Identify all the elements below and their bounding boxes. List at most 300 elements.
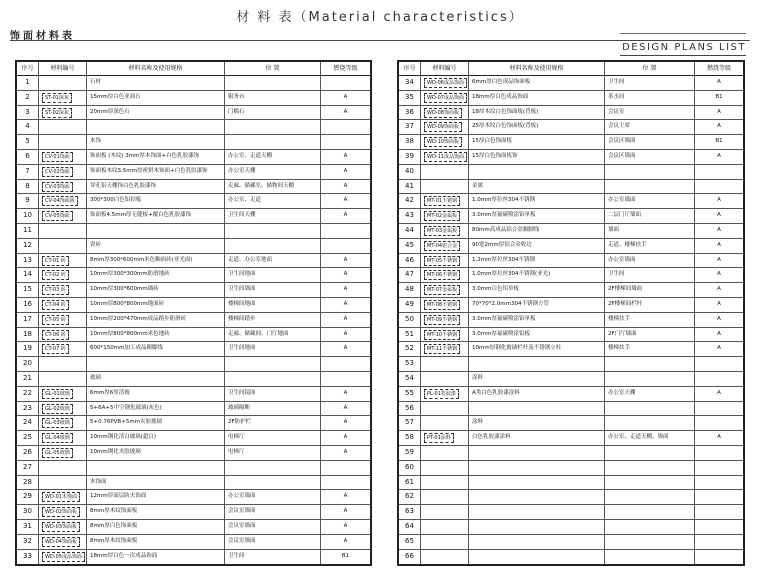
cell-no: 22 [17,387,39,401]
cell-no: 29 [17,490,39,504]
cell-position: 走廊、储藏室、储物间天棚 [225,180,321,194]
cell-no: 50 [399,313,421,327]
cell-code [421,194,469,208]
material-code: GL-01玻璃 [42,389,73,399]
material-code: CV-04饰面板 [42,196,78,206]
cell-fire: A [343,404,348,411]
cell-no: 36 [399,106,421,120]
cell-code [421,165,469,179]
cell-name: 10mm钢化夹胶玻璃 [87,446,225,460]
table-row [399,120,743,135]
cell-fire: A [343,389,348,396]
cell-fire [695,490,743,504]
material-code: CT-04 砖 [42,300,69,310]
cell-position: 办公室、走道天棚 [225,150,321,164]
header-no: 序号 [399,62,421,75]
table-row [17,298,370,313]
cell-fire: A [717,152,721,159]
table-row [399,313,743,328]
cell-fire: A [343,434,348,441]
cell-name: 15mm厚白色亚面石 [87,91,225,105]
cell-no: 23 [17,402,39,416]
cell-fire: A [343,152,348,159]
header-name: 材料名称及使用规格 [87,62,225,75]
cell-code [39,535,87,549]
cell-name: 10mm厚300*600mm墙砖 [87,283,225,297]
cell-code [421,372,469,386]
cell-fire: A [343,167,348,174]
cell-no: 4 [17,120,39,134]
cell-code [421,505,469,519]
table-row [17,357,370,372]
cell-name: 8mm厚木纹饰面板 [87,505,225,519]
cell-name: 3.0mm厚氟碳喷涂铝单板 [469,313,605,327]
cell-code [39,298,87,312]
cell-code [421,298,469,312]
cell-name: 瓷砖 [87,239,225,253]
table-row [17,342,370,357]
material-code: CV-01饰面 [42,152,73,162]
cell-no: 62 [399,490,421,504]
material-code: PT-01涂料 [424,433,454,443]
cell-position: 办公室天棚 [225,165,321,179]
cell-no: 42 [399,194,421,208]
cell-code [39,550,87,565]
cell-position: 2F楼梯间墙面 [605,283,695,297]
cell-fire: A [343,271,348,278]
cell-code [421,283,469,297]
cell-code [421,357,469,371]
material-code: MT-02金属板 [424,211,460,221]
cell-name: 木饰面 [87,476,225,490]
table-row [399,431,743,446]
table-row [17,550,370,565]
cell-no: 53 [399,357,421,371]
cell-name: 饰面板木纹3.5mm厚密拼木饰面+白色乳胶漆饰 [87,165,225,179]
cell-fire [695,476,743,490]
table-row [399,106,743,121]
cell-name: 18mm厚白色一次成品饰面 [87,550,225,565]
material-code: MT-03金属板 [424,226,460,236]
header-rule-bottom [620,55,746,56]
table-row [399,372,743,387]
cell-no: 24 [17,416,39,430]
cell-code [39,446,87,460]
cell-position: 走道、办公室地面 [225,254,321,268]
cell-fire [321,76,370,90]
cell-code [421,135,469,149]
cell-code [421,239,469,253]
table-row [399,446,743,461]
cell-code [421,106,469,120]
cell-name: 3.0mm厚氟碳喷涂铝板 [469,328,605,342]
material-code: CV-05饰面 [42,211,73,221]
table-row [399,180,743,195]
cell-fire [321,357,370,371]
cell-position [605,180,695,194]
cell-no: 54 [399,372,421,386]
cell-no: 8 [17,180,39,194]
material-code: MT-11不锈钢 [424,344,460,354]
cell-fire [321,135,370,149]
cell-position: 茶水间 [605,91,695,105]
cell-fire: A [343,448,348,455]
cell-position: 卫生间 [225,550,321,565]
cell-position [605,357,695,371]
cell-fire: A [717,79,721,85]
cell-name: 饰面板 (木纹) 3mm厚木饰面+白色乳胶漆饰 [87,150,225,164]
cell-name [469,461,605,475]
cell-no: 21 [17,372,39,386]
material-code: GL-02玻璃 [42,404,73,414]
material-code: MT-01不锈钢 [424,196,460,206]
cell-name [469,535,605,549]
cell-code [421,224,469,238]
cell-name: 15厚白色饰面板饰 [469,150,605,164]
table-row [399,535,743,550]
cell-fire [695,402,743,416]
table-row [399,505,743,520]
header-fire: 燃烧等级 [706,65,731,72]
cell-fire: A [717,108,721,115]
cell-fire [695,446,743,460]
table-row [17,254,370,269]
cell-code [39,313,87,327]
table-row [399,416,743,431]
cell-position [605,550,695,565]
table-header [17,62,370,76]
material-code: CT-06 砖 [42,330,69,340]
cell-position [605,505,695,519]
cell-code [39,416,87,430]
cell-position: 卫生间 [605,76,695,90]
cell-position [225,239,321,253]
material-code: PL-01乳胶漆 [424,389,459,399]
table-row [17,535,370,550]
cell-code [39,520,87,534]
cell-fire: A [343,212,348,219]
cell-name: 8mm厚木纹饰面板 [87,535,225,549]
header-no: 序号 [17,62,39,75]
header-name: 材料名称及使用规格 [469,62,605,75]
cell-no: 27 [17,461,39,475]
header-code: 材料编号 [39,62,87,75]
cell-fire: B1 [715,138,723,145]
cell-position: 办公室、走道 [225,194,321,208]
cell-fire: A [717,345,721,352]
cell-position [225,76,321,90]
cell-code [39,254,87,268]
table-row [17,135,370,150]
cell-code [39,387,87,401]
cell-code [421,76,469,90]
material-code: MT-09不锈钢 [424,315,460,325]
cell-no: 31 [17,520,39,534]
cell-position [605,165,695,179]
cell-no: 14 [17,268,39,282]
material-code: MT-04铝合金 [424,241,460,251]
cell-code [421,461,469,475]
cell-name: 12mm厚面层防火饰面 [87,490,225,504]
cell-fire: A [717,315,721,322]
cell-name [87,461,225,475]
cell-code [421,313,469,327]
page-subtitle: 饰面材料表 [10,31,75,42]
cell-position [605,416,695,430]
cell-name: 玻璃 [87,372,225,386]
cell-name: 20mm厚深色石 [87,106,225,120]
cell-fire [695,372,743,386]
cell-name: 80mm高成品铝合金踢脚线 [469,224,605,238]
cell-position: 会议室墙面 [225,505,321,519]
cell-no: 65 [399,535,421,549]
cell-no: 51 [399,328,421,342]
cell-no: 44 [399,224,421,238]
table-row [399,150,743,165]
cell-no: 52 [399,342,421,356]
cell-name: 饰面板4.5mm厚无缝板+覆白色乳胶漆饰 [87,209,225,223]
cell-fire: A [343,345,348,352]
table-header [399,62,743,76]
cell-position: 2F楼梯间栏杆 [605,298,695,312]
cell-no: 13 [17,254,39,268]
cell-name: 10mm厚钢化玻璃栏杆及不锈钢立柱 [469,342,605,356]
cell-position: 玻璃隔断 [225,402,321,416]
table-row [17,106,370,121]
cell-name: 8mm厚300*600mm米色釉面砖(亚光面) [87,254,225,268]
cell-no: 35 [399,91,421,105]
cell-fire: B1 [341,552,350,559]
cell-fire: A [717,300,721,307]
cell-no: 47 [399,268,421,282]
cell-no: 46 [399,254,421,268]
cell-name: 1.0mm厚拉丝304不锈钢 [469,194,605,208]
cell-code [39,91,87,105]
material-code: CT-03 砖 [42,285,69,295]
cell-position: 电梯厅 [225,446,321,460]
cell-fire [695,416,743,430]
cell-code [421,535,469,549]
cell-code [39,372,87,386]
cell-fire [321,120,370,134]
cell-position: 卫生间天棚 [225,209,321,223]
cell-fire: A [717,226,721,233]
cell-position: 会议主席 [605,120,695,134]
cell-position [605,535,695,549]
cell-position [605,520,695,534]
cell-no: 10 [17,209,39,223]
cell-position: 卫生间地面 [225,268,321,282]
table-row [17,76,370,91]
cell-fire [695,505,743,519]
cell-position: 卫生间地面 [225,342,321,356]
table-row [17,490,370,505]
cell-name: 600*150mm加工成品踢脚线 [87,342,225,356]
material-code: WD-11成品饰面 [424,152,467,162]
material-code: GL-04玻璃 [42,433,73,443]
cell-position: 办公室、走道天棚、墙面 [605,431,695,445]
cell-name [469,505,605,519]
table-row [17,120,370,135]
cell-name: 10mm钢化清白玻璃(超白) [87,431,225,445]
cell-name: 穿孔铝天棚饰白色乳胶漆饰 [87,180,225,194]
table-row [17,372,370,387]
table-row [399,342,743,357]
cell-position [605,490,695,504]
cell-fire: A [343,522,348,529]
cell-fire: A [343,300,348,307]
cell-code [421,328,469,342]
cell-position [605,461,695,475]
cell-code [39,268,87,282]
cell-code [421,402,469,416]
cell-fire [695,180,743,194]
cell-no: 11 [17,224,39,238]
table-row [399,490,743,505]
cell-no: 25 [17,431,39,445]
cell-code [421,490,469,504]
cell-code [39,76,87,90]
cell-position [225,461,321,475]
cell-no: 7 [17,165,39,179]
material-code: WD-10饰面板 [424,137,462,147]
material-code: MT-08不锈钢 [424,300,460,310]
cell-code [39,194,87,208]
material-table-right [397,60,745,566]
cell-no: 5 [17,135,39,149]
cell-position [605,446,695,460]
cell-code [39,209,87,223]
cell-no: 37 [399,120,421,134]
table-row [399,461,743,476]
cell-no: 32 [17,535,39,549]
table-row [17,520,370,535]
cell-fire: A [343,108,348,115]
cell-no: 15 [17,283,39,297]
cell-position: 2F门厅墙面 [605,328,695,342]
cell-name: 300*300白色铝扣板 [87,194,225,208]
table-row [399,254,743,269]
cell-no: 55 [399,387,421,401]
cell-position: 会议区墙面 [605,150,695,164]
cell-fire: A [343,197,348,204]
cell-no: 34 [399,76,421,90]
cell-fire: A [717,389,721,396]
cell-fire: A [717,271,721,278]
cell-code [39,135,87,149]
cell-no: 66 [399,550,421,565]
cell-fire [695,461,743,475]
table-row [17,239,370,254]
table-row [17,431,370,446]
cell-no: 61 [399,476,421,490]
cell-fire: A [717,241,721,248]
table-row [399,239,743,254]
cell-no: 60 [399,461,421,475]
cell-code [421,550,469,565]
cell-no: 30 [17,505,39,519]
table-row [399,76,743,91]
table-row [17,165,370,180]
cell-position [225,135,321,149]
header-position: 位 置 [605,62,695,75]
table-row [17,505,370,520]
cell-fire: A [717,123,721,130]
cell-position: 楼梯间地面 [225,298,321,312]
cell-name: 木饰 [87,135,225,149]
material-code: GL-03玻璃 [42,418,73,428]
cell-code [421,180,469,194]
material-code: ST-02深灰 [42,108,72,118]
cell-no: 3 [17,106,39,120]
cell-position: 楼梯扶手 [605,342,695,356]
cell-no: 33 [17,550,39,565]
cell-position [225,372,321,386]
cell-code [39,342,87,356]
material-code: WD-03饰面板 [42,522,80,532]
cell-code [421,446,469,460]
table-row [17,476,370,491]
cell-name: 1.0mm厚拉丝304不锈钢(亚光) [469,268,605,282]
cell-no: 6 [17,150,39,164]
cell-no: 39 [399,150,421,164]
table-row [17,461,370,476]
table-row [399,135,743,150]
cell-code [39,283,87,297]
cell-no: 56 [399,402,421,416]
table-row [17,283,370,298]
material-code: ST-01深灰 [42,93,72,103]
cell-fire [695,520,743,534]
cell-no: 1 [17,76,39,90]
cell-position: 办公室墙面 [605,254,695,268]
table-row [399,520,743,535]
table-row [399,550,743,565]
cell-no: 17 [17,313,39,327]
cell-name: 金属 [469,180,605,194]
cell-name [469,520,605,534]
table-row [399,357,743,372]
cell-position: 电梯厅 [225,431,321,445]
cell-code [421,91,469,105]
material-code: MT-10不锈钢 [424,330,460,340]
cell-name: 3.0mm厚氟碳喷涂铝单板 [469,209,605,223]
material-code: MT-07金属板 [424,285,460,295]
table-row [17,446,370,461]
cell-fire: A [717,330,721,337]
cell-name [469,490,605,504]
cell-no: 28 [17,476,39,490]
cell-name: 18mm厚白色成品饰面 [469,91,605,105]
cell-fire: A [343,93,348,100]
cell-name [87,120,225,134]
cell-position [225,357,321,371]
cell-name: 石材 [87,76,225,90]
table-row [399,298,743,313]
cell-no: 49 [399,298,421,312]
cell-position: 2F防护栏 [225,416,321,430]
table-row [17,402,370,417]
cell-position [605,372,695,386]
cell-fire [695,357,743,371]
cell-fire: A [343,537,348,544]
table-row [399,328,743,343]
material-code: WD-05成品饰面 [42,552,85,562]
cell-name: 10mm厚800*800mm地面砖 [87,298,225,312]
cell-name: 10mm厚200*470mm成品踏步防滑砖 [87,313,225,327]
material-code: CV-03饰面 [42,182,73,192]
table-row [399,224,743,239]
